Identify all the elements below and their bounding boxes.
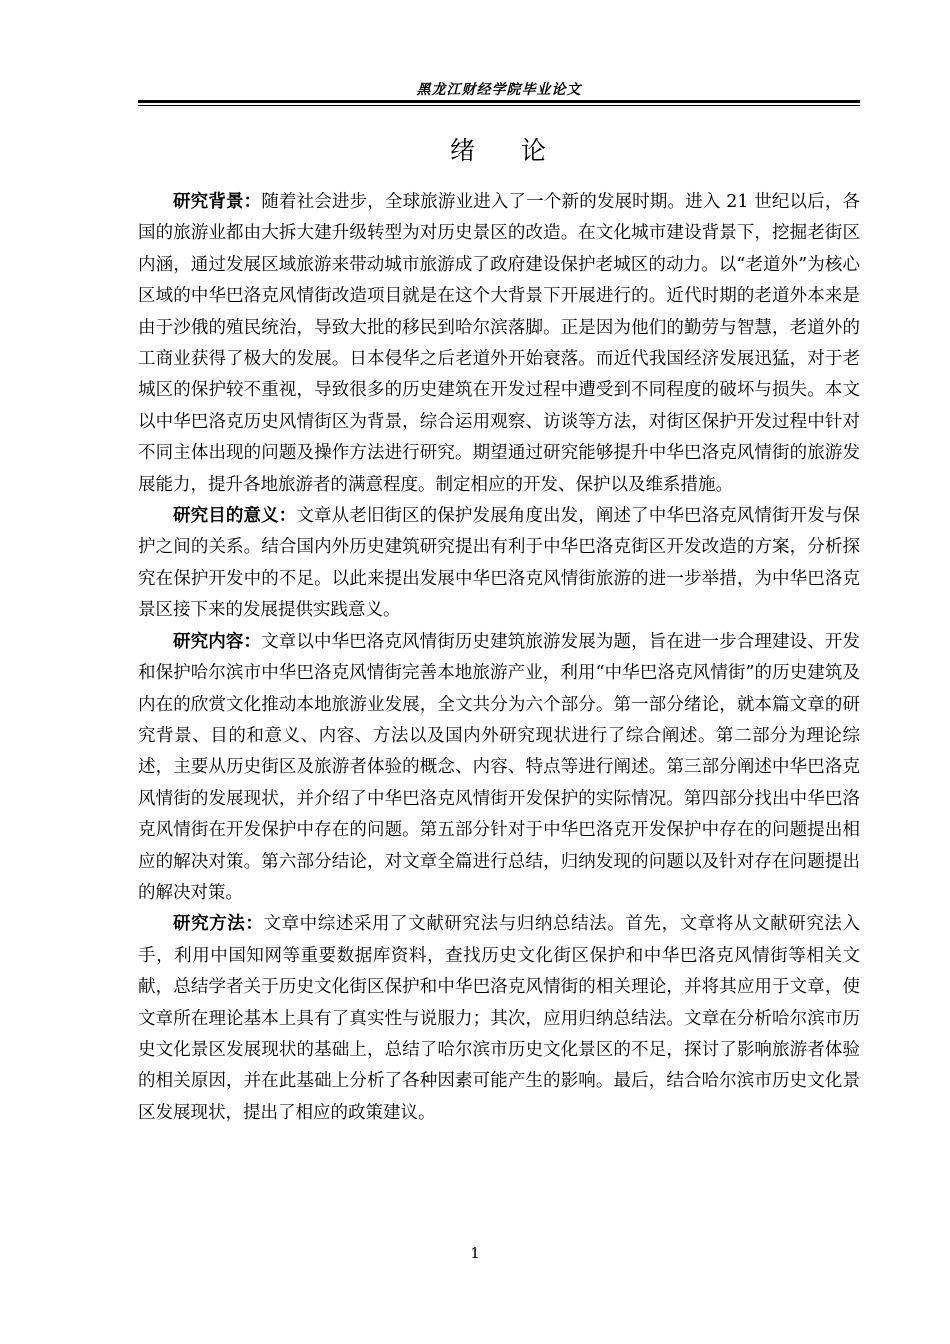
body-text	[138, 187, 860, 1129]
page-title-part2: 论	[521, 136, 549, 165]
page-title-part1: 绪	[449, 136, 477, 165]
page-title	[138, 131, 860, 167]
paragraph-text: 文章中综述采用了文献研究法与归纳总结法。首先，文章将从文献研究法入手，利用中国知网等重要数据库资料，查找历史文化街区保护和中华巴洛克风情街等相关文献，总结学者关于历史文化街区保护和中华巴洛克风情街的相关理论，并将其应用于文章，使文章所在理论基本上具有了真实性与说服力；其次，应用归纳总结法。文章在分析哈尔滨市历史文化景区发展现状的基础上，总结了哈尔滨市历史文化景区的不足，探讨了影响旅游者体验的相关原因，并在此基础上分析了各种因素可能产生的影响。最后，结合哈尔滨市历史文化景区发展现状，提出了相应的政策建议。	[138, 914, 861, 1123]
paragraph-background	[138, 187, 860, 501]
paragraph-purpose	[138, 501, 860, 627]
paragraph-method	[138, 909, 860, 1129]
running-header-title: 黑龙江财经学院毕业论文	[416, 82, 582, 98]
paragraph-lead: 研究方法：	[173, 914, 264, 935]
paragraph-lead: 研究背景：	[173, 192, 262, 212]
header-rule-thin	[138, 105, 860, 106]
paragraph-text: 随着社会进步，全球旅游业进入了一个新的发展时期。进入 21 世纪以后，各国的旅游业都由大拆大建升级转型为对历史景区的改造。在文化城市建设背景下，挖掘老街区内涵，通过发展区域旅游来带动城市旅游成了政府建设保护老城区的动力。以“老道外”为核心区域的中华巴洛克风情街改造项目就是在这个大背景下开展进行的。近代时期的老道外本来是由于沙俄的殖民统治，导致大批的移民到哈尔滨落脚。正是因为他们的勤劳与智慧，老道外的工商业获得了极大的发展。日本侵华之后老道外开始衰落。而近代我国经济发展迅猛，对于老城区的保护较不重视，导致很多的历史建筑在开发过程中遭受到不同程度的破坏与损失。本文以中华巴洛克历史风情街区为背景，综合运用观察、访谈等方法，对街区保护开发过程中针对不同主体出现的问题及操作方法进行研究。期望通过研究能够提升中华巴洛克风情街的旅游发展能力，提升各地旅游者的满意程度。制定相应的开发、保护以及维系措施。	[138, 192, 860, 495]
header-rule-thick	[138, 100, 860, 103]
paragraph-text: 文章从老旧街区的保护发展角度出发，阐述了中华巴洛克风情街开发与保护之间的关系。结合国内外历史建筑研究提出有利于中华巴洛克街区开发改造的方案，分析探究在保护开发中的不足。以此来提出发展中华巴洛克风情街旅游的进一步举措，为中华巴洛克景区接下来的发展提供实践意义。	[138, 506, 861, 621]
paragraph-text: 文章以中华巴洛克风情街历史建筑旅游发展为题，旨在进一步合理建设、开发和保护哈尔滨市中华巴洛克风情街完善本地旅游产业，利用“中华巴洛克风情街”的历史建筑及内在的欣赏文化推动本地旅游业发展，全文共分为六个部分。第一部分绪论，就本篇文章的研究背景、目的和意义、内容、方法以及国内外研究现状进行了综合阐述。第二部分为理论综述，主要从历史街区及旅游者体验的概念、内容、特点等进行阐述。第三部分阐述中华巴洛克风情街的发展现状，并介绍了中华巴洛克风情街开发保护的实际情况。第四部分找出中华巴洛克风情街在开发保护中存在的问题。第五部分针对于中华巴洛克开发保护中存在的问题提出相应的解决对策。第六部分结论，对文章全篇进行总结，归纳发现的问题以及针对存在问题提出的解决对策。	[138, 631, 860, 903]
paragraph-lead: 研究目的意义：	[173, 506, 297, 527]
paragraph-lead: 研究内容：	[173, 631, 262, 652]
paragraph-content	[138, 627, 860, 910]
page-number: 1	[470, 1244, 480, 1262]
